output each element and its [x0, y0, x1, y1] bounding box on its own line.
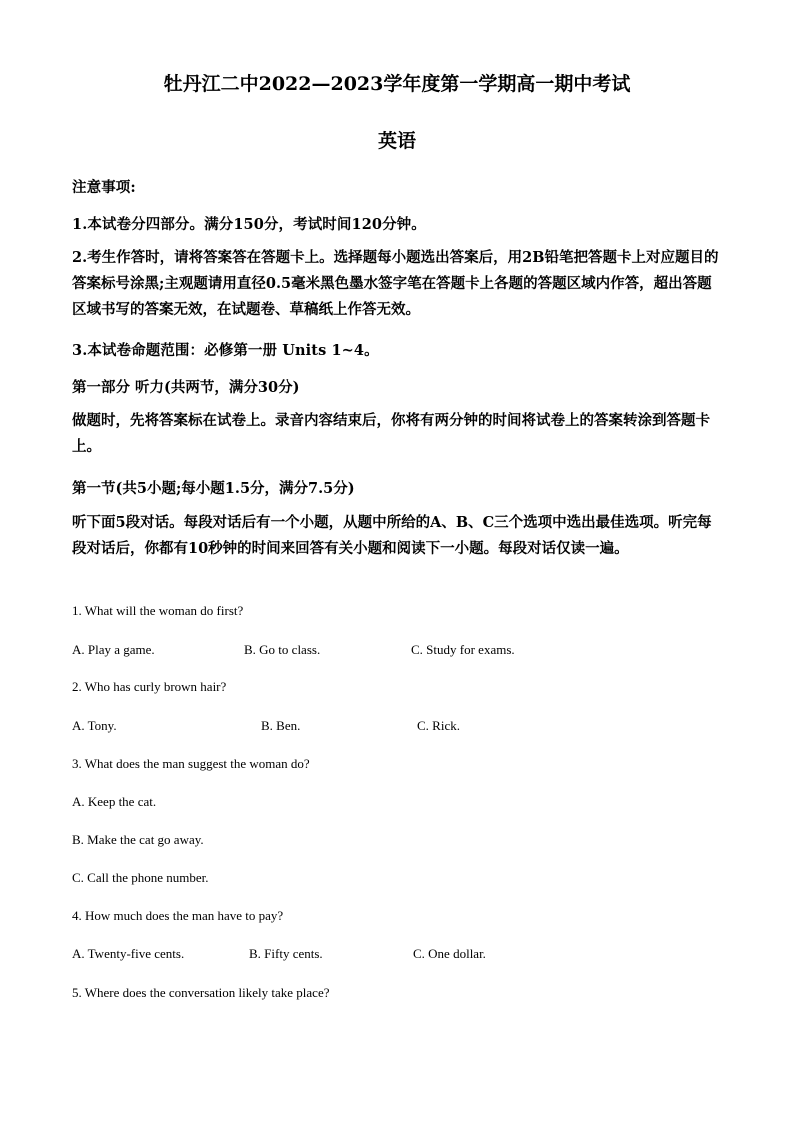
part1-heading: 第一部分 听力(共两节，满分30分) — [72, 379, 300, 396]
question-2-stem: 2. Who has curly brown hair? — [72, 679, 227, 694]
question-2-option-c: C. Rick. — [417, 718, 460, 733]
question-2-option-b: B. Ben. — [261, 718, 301, 733]
question-3-stem: 3. What does the man suggest the woman do? — [72, 756, 310, 771]
question-2-option-a: A. Tony. — [72, 718, 117, 733]
question-4-stem: 4. How much does the man have to pay? — [72, 908, 284, 923]
question-3-option-a: A. Keep the cat. — [72, 794, 157, 809]
question-1-option-b: B. Go to class. — [244, 642, 321, 657]
question-4-option-c: C. One dollar. — [413, 946, 486, 961]
notes-item-2: 2.考生作答时，请将答案答在答题卡上。选择题每小题选出答案后，用2B铅笔把答题卡上对应题目的答案标号涂黑;主观题请用直径0.5毫米黑色墨水签字笔在答题卡上各题的答题区域内作答，超出答题区域书写的答案无效，在试题卷、草稿纸上作答无效。 — [72, 249, 719, 318]
notes-item-3: 3.本试卷命题范围：必修第一册 Units 1~4。 — [72, 342, 379, 359]
subject-title: 英语 — [377, 130, 416, 152]
question-4-option-b: B. Fifty cents. — [249, 946, 323, 961]
exam-title: 牡丹江二中2022—2023学年度第一学期高一期中考试 — [163, 73, 631, 95]
notes-heading: 注意事项: — [72, 179, 136, 196]
question-4-option-a: A. Twenty-five cents. — [72, 946, 185, 961]
part1-instruction: 做题时，先将答案标在试卷上。录音内容结束后，你将有两分钟的时间将试卷上的答案转涂到答题卡上。 — [72, 412, 710, 455]
question-5-stem: 5. Where does the conversation likely take place? — [72, 985, 330, 1000]
question-3-option-b: B. Make the cat go away. — [72, 832, 204, 847]
question-1-stem: 1. What will the woman do first? — [72, 603, 244, 618]
section1-instruction: 听下面5段对话。每段对话后有一个小题，从题中所给的A、B、C三个选项中选出最佳选项。听完每段对话后，你都有10秒钟的时间来回答有关小题和阅读下一小题。每段对话仅读一遍。 — [72, 514, 712, 557]
question-3-option-c: C. Call the phone number. — [72, 870, 209, 885]
notes-item-1: 1.本试卷分四部分。满分150分，考试时间120分钟。 — [72, 216, 426, 233]
section1-heading: 第一节(共5小题;每小题1.5分，满分7.5分) — [72, 480, 355, 497]
question-1-option-c: C. Study for exams. — [411, 642, 515, 657]
question-1-option-a: A. Play a game. — [72, 642, 155, 657]
